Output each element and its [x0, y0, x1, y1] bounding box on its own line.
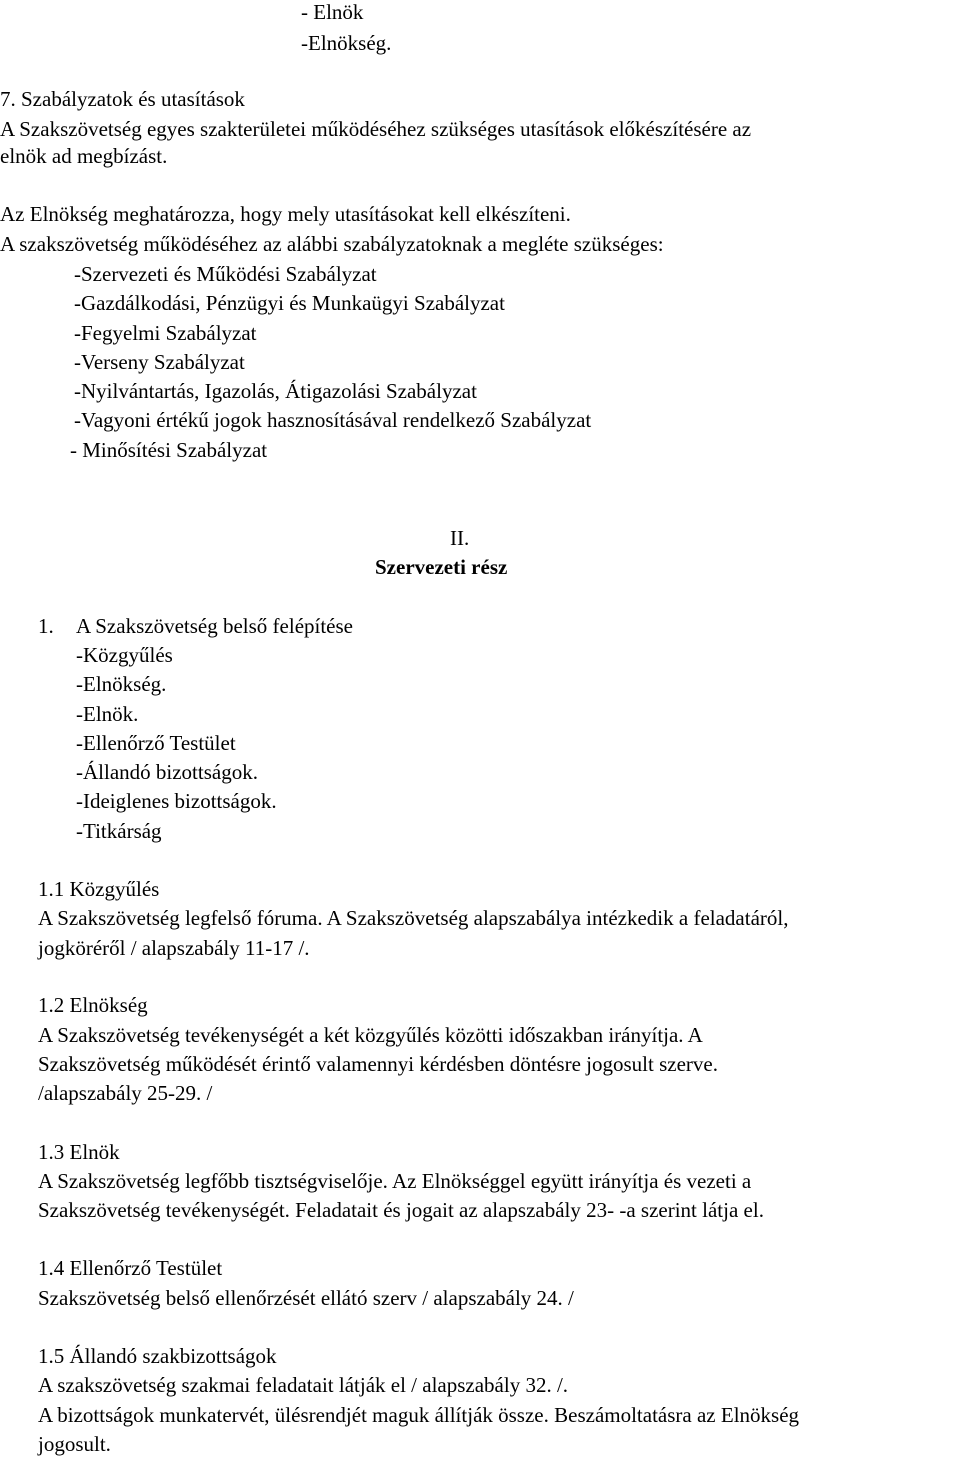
- section-7-paragraph: elnök ad megbízást.: [0, 144, 168, 168]
- structure-item: -Elnök.: [76, 702, 139, 726]
- structure-item: -Közgyűlés: [76, 643, 173, 667]
- structure-heading: A Szakszövetség belső felépítése: [76, 614, 353, 638]
- section-7-paragraph: Az Elnökség meghatározza, hogy mely utasításokat kell elkészíteni.: [0, 202, 571, 226]
- part-title: Szervezeti rész: [375, 555, 508, 579]
- structure-item: -Ideiglenes bizottságok.: [76, 789, 277, 813]
- structure-number: 1.: [38, 614, 54, 638]
- structure-item: -Titkárság: [76, 819, 162, 843]
- section-1-3-heading: 1.3 Elnök: [38, 1140, 120, 1164]
- structure-item: -Állandó bizottságok.: [76, 760, 258, 784]
- section-1-5-text: A szakszövetség szakmai feladatait látják el / alapszabály 32. /.: [38, 1373, 569, 1397]
- section-7-paragraph: A Szakszövetség egyes szakterületei működéséhez szükséges utasítások előkészítésére az: [0, 117, 752, 141]
- section-1-5-text: A bizottságok munkatervét, ülésrendjét maguk állítják össze. Beszámoltatásra az Elnökség: [38, 1403, 800, 1427]
- section-1-3-text: Szakszövetség tevékenységét. Feladatait és jogait az alapszabály 23- -a szerint látja el.: [38, 1198, 764, 1222]
- section-1-5-text: jogosult.: [38, 1432, 111, 1456]
- top-list-item: -Elnökség.: [301, 31, 392, 55]
- structure-item: -Ellenőrző Testület: [76, 731, 236, 755]
- section-1-2-heading: 1.2 Elnökség: [38, 993, 148, 1017]
- rule-list-item: -Szervezeti és Működési Szabályzat: [74, 262, 377, 286]
- rule-list-item: -Vagyoni értékű jogok hasznosításával rendelkező Szabályzat: [74, 408, 592, 432]
- structure-item: -Elnökség.: [76, 672, 167, 696]
- section-1-1-heading: 1.1 Közgyűlés: [38, 877, 160, 901]
- rule-list-item: -Gazdálkodási, Pénzügyi és Munkaügyi Szabályzat: [74, 291, 505, 315]
- section-1-1-text: A Szakszövetség legfelső fóruma. A Szakszövetség alapszabálya intézkedik a feladatáról,: [38, 906, 789, 930]
- section-7-paragraph: A szakszövetség működéséhez az alábbi szabályzatoknak a megléte szükséges:: [0, 232, 664, 256]
- section-1-2-text: A Szakszövetség tevékenységét a két közgyűlés közötti időszakban irányítja. A: [38, 1023, 703, 1047]
- section-1-2-text: /alapszabály 25-29. /: [38, 1081, 213, 1105]
- section-1-3-text: A Szakszövetség legfőbb tisztségviselője. Az Elnökséggel együtt irányítja és vezeti a: [38, 1169, 752, 1193]
- section-7-heading: 7. Szabályzatok és utasítások: [0, 87, 245, 111]
- rule-list-item: - Minősítési Szabályzat: [70, 438, 268, 462]
- section-1-4-heading: 1.4 Ellenőrző Testület: [38, 1256, 223, 1280]
- rule-list-item: -Fegyelmi Szabályzat: [74, 321, 257, 345]
- part-roman-numeral: II.: [450, 526, 470, 550]
- section-1-2-text: Szakszövetség működését érintő valamennyi kérdésben döntésre jogosult szerve.: [38, 1052, 718, 1076]
- rule-list-item: -Nyilvántartás, Igazolás, Átigazolási Szabályzat: [74, 379, 477, 403]
- section-1-1-text: jogköréről / alapszabály 11-17 /.: [38, 936, 310, 960]
- rule-list-item: -Verseny Szabályzat: [74, 350, 245, 374]
- top-list-item: - Elnök: [301, 0, 364, 24]
- section-1-5-heading: 1.5 Állandó szakbizottságok: [38, 1344, 277, 1368]
- section-1-4-text: Szakszövetség belső ellenőrzését ellátó szerv / alapszabály 24. /: [38, 1286, 574, 1310]
